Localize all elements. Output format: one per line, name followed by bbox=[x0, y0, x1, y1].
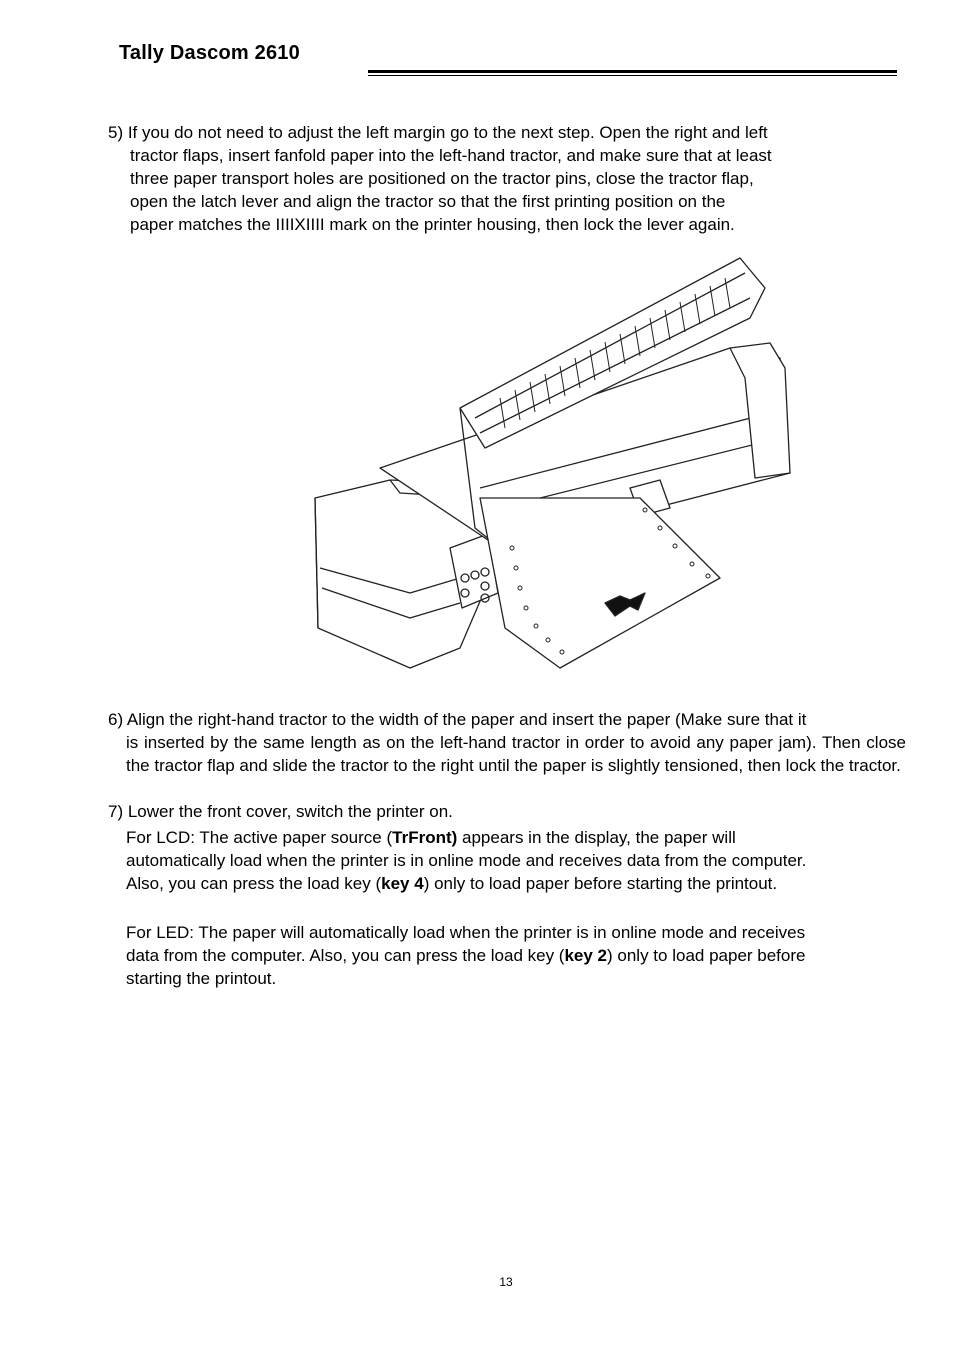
step-5-line: open the latch lever and align the tractor so that the first printing position on the bbox=[130, 192, 726, 211]
header-rule-thin bbox=[368, 75, 897, 76]
lcd-text-3: ) only to load paper before starting the printout. bbox=[423, 874, 778, 893]
lcd-bold-trfront: TrFront) bbox=[392, 828, 458, 847]
step-6-rest: is inserted by the same length as on the left-hand tractor in order to avoid any paper jam). Then close the tractor flap and slide the tractor to the right until the paper is slightly tensioned, then lock the tractor. bbox=[126, 733, 906, 775]
step-5-line: tractor flaps, insert fanfold paper into the left-hand tractor, and make sure that at least bbox=[130, 146, 772, 165]
step-5-line: 5) If you do not need to adjust the left margin go to the next step. Open the right and left bbox=[108, 123, 768, 142]
step-7-paragraph: 7) Lower the front cover, switch the printer on. bbox=[108, 802, 453, 821]
led-instructions bbox=[126, 921, 826, 990]
led-text-1: For LED: The paper will automatically load when the printer is in online mode and receives data from the computer. Also, you can press the load key ( bbox=[126, 923, 806, 965]
step-5-line: paper matches the IIIIXIIII mark on the printer housing, then lock the lever again. bbox=[130, 215, 735, 234]
step-5-paragraph bbox=[108, 121, 888, 236]
lcd-instructions bbox=[126, 826, 826, 895]
lcd-bold-key4: key 4 bbox=[381, 874, 424, 893]
page-header-title: Tally Dascom 2610 bbox=[119, 42, 300, 64]
lcd-text-2: appears in the display, the paper will automatically load when the printer is in online mode and receives data from the computer. Also, you can press the load key ( bbox=[126, 828, 807, 893]
header-rule bbox=[368, 70, 897, 73]
lcd-text-1: For LCD: The active paper source ( bbox=[126, 828, 393, 847]
step-6-paragraph bbox=[108, 708, 906, 777]
led-bold-key2: key 2 bbox=[564, 946, 608, 965]
step-5-line: three paper transport holes are positioned on the tractor pins, close the tractor flap, bbox=[130, 169, 754, 188]
step-6-first-line: 6) Align the right-hand tractor to the width of the paper and insert the paper (Make sure that it bbox=[108, 710, 807, 729]
page-number: 13 bbox=[499, 1275, 513, 1289]
led-text-2: ) only to load paper before starting the printout. bbox=[126, 946, 806, 988]
printer-paper-loading-illustration bbox=[300, 248, 800, 678]
